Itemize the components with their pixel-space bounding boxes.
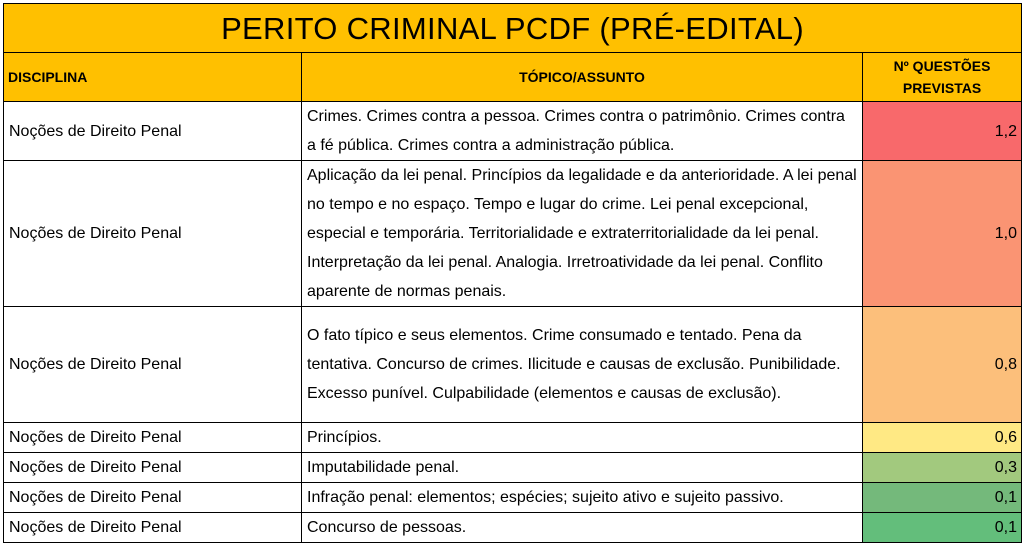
cell-topico: Imputabilidade penal. — [302, 453, 863, 483]
table-row — [4, 102, 1022, 161]
cell-disciplina: Noções de Direito Penal — [4, 423, 302, 453]
table-row — [4, 161, 1022, 307]
cell-questoes: 0,3 — [863, 453, 1022, 483]
header-disciplina: DISCIPLINA — [4, 53, 302, 102]
cell-disciplina: Noções de Direito Penal — [4, 102, 302, 161]
cell-topico: O fato típico e seus elementos. Crime consumado e tentado. Pena da tentativa. Concurso de crimes. Ilicitude e causas de exclusão. Punibilidade. Excesso punível. Culpabilidade (elementos e causas de exclusão). — [302, 307, 863, 423]
table-title: PERITO CRIMINAL PCDF (PRÉ-EDITAL) — [4, 4, 1022, 53]
table-row — [4, 453, 1022, 483]
cell-topico: Aplicação da lei penal. Princípios da legalidade e da anterioridade. A lei penal no tempo e no espaço. Tempo e lugar do crime. Lei penal excepcional, especial e temporária. Territorialidade e extraterritorialidade da lei penal. Interpretação da lei penal. Analogia. Irretroatividade da lei penal. Conflito aparente de normas penais. — [302, 161, 863, 307]
cell-questoes: 0,1 — [863, 483, 1022, 513]
table-row — [4, 513, 1022, 543]
cell-topico: Concurso de pessoas. — [302, 513, 863, 543]
spreadsheet — [3, 3, 1021, 541]
header-topico: TÓPICO/ASSUNTO — [302, 53, 863, 102]
cell-disciplina: Noções de Direito Penal — [4, 483, 302, 513]
cell-questoes: 1,2 — [863, 102, 1022, 161]
cell-questoes: 0,6 — [863, 423, 1022, 453]
cell-disciplina: Noções de Direito Penal — [4, 161, 302, 307]
cell-disciplina: Noções de Direito Penal — [4, 307, 302, 423]
cell-disciplina: Noções de Direito Penal — [4, 453, 302, 483]
cell-questoes: 1,0 — [863, 161, 1022, 307]
table-row — [4, 423, 1022, 453]
cell-topico: Infração penal: elementos; espécies; sujeito ativo e sujeito passivo. — [302, 483, 863, 513]
header-questoes: Nº QUESTÕES PREVISTAS — [863, 53, 1022, 102]
table-row — [4, 483, 1022, 513]
cell-questoes: 0,1 — [863, 513, 1022, 543]
cell-topico: Princípios. — [302, 423, 863, 453]
cell-topico: Crimes. Crimes contra a pessoa. Crimes contra o patrimônio. Crimes contra a fé pública. Crimes contra a administração pública. — [302, 102, 863, 161]
table-row — [4, 307, 1022, 423]
cell-disciplina: Noções de Direito Penal — [4, 513, 302, 543]
header-row — [4, 53, 1022, 102]
cell-questoes: 0,8 — [863, 307, 1022, 423]
topics-table — [3, 3, 1022, 543]
